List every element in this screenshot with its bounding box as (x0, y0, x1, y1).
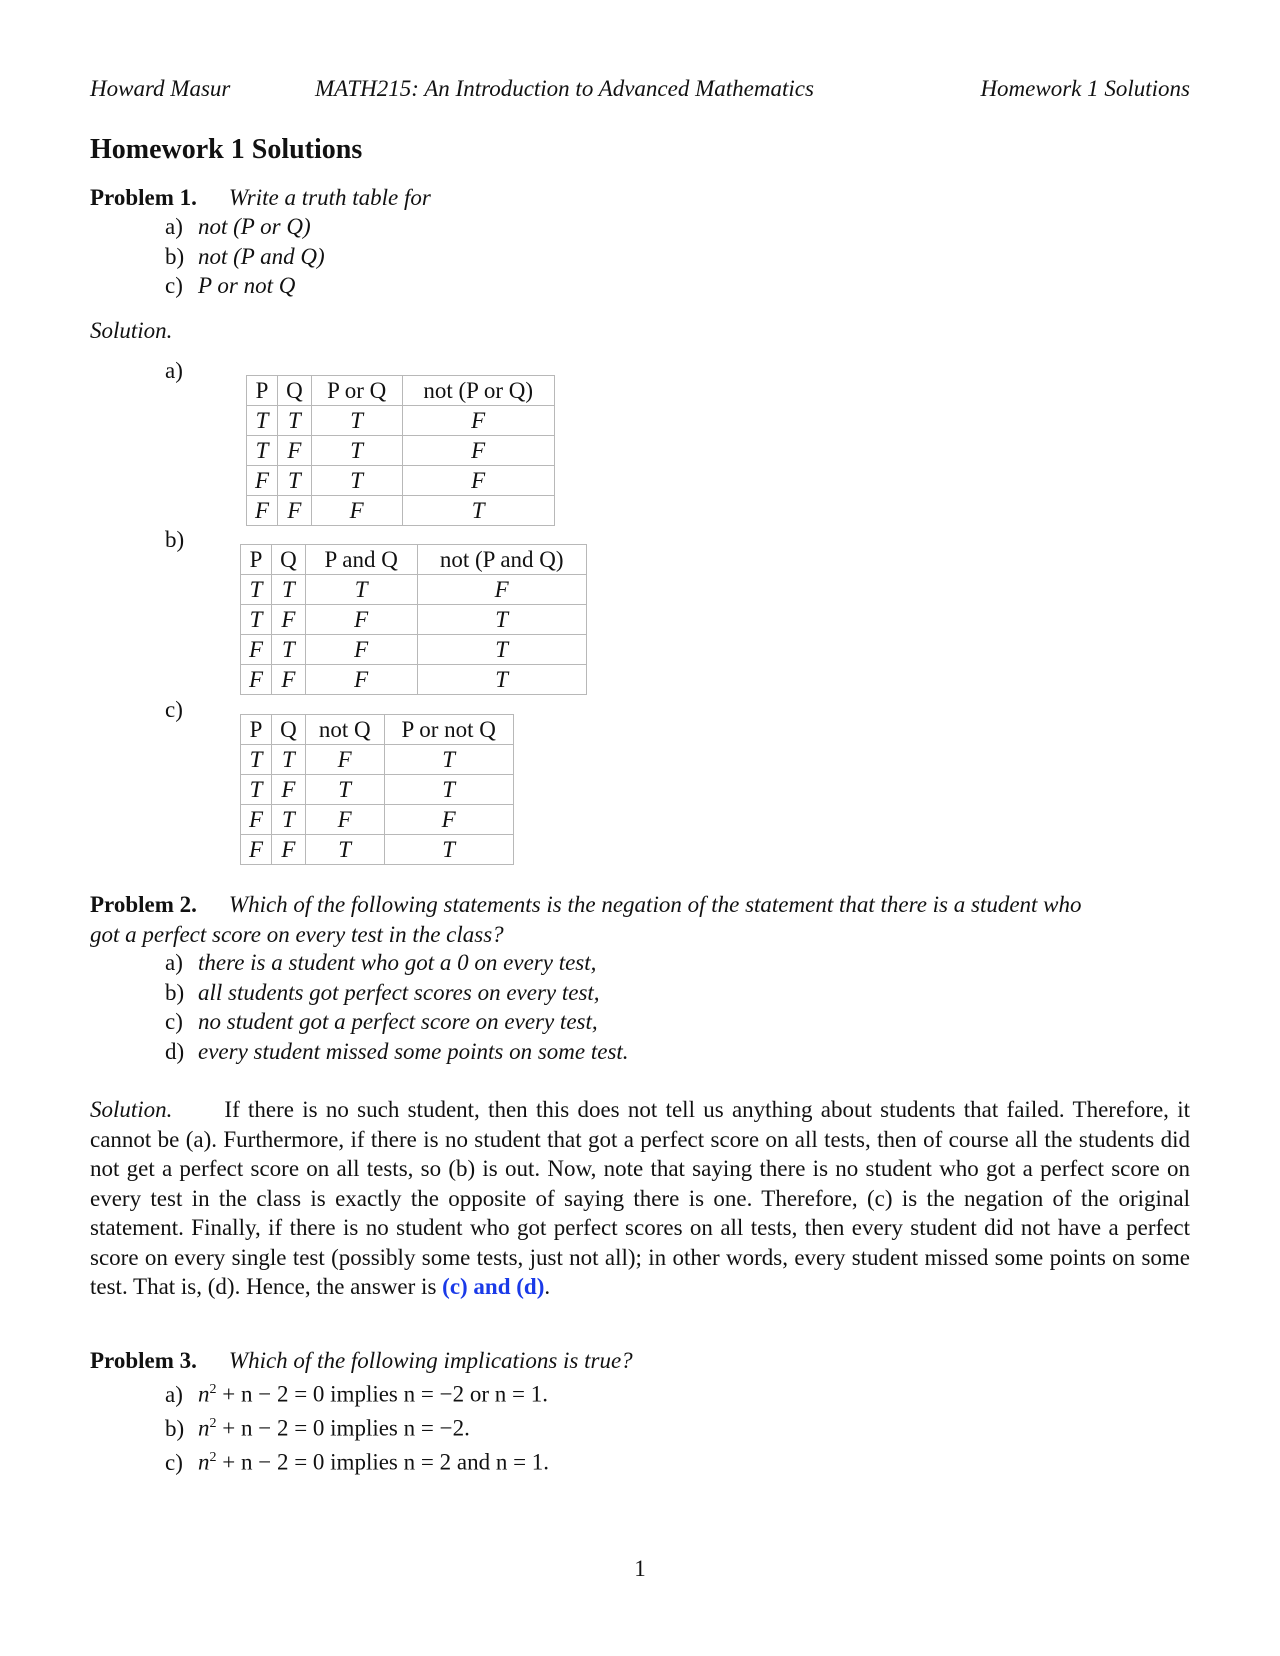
table-row: T T T F (241, 575, 587, 605)
problem-2-solution-label: Solution. (90, 1097, 173, 1122)
list-item: a) $n^2 + n - 2 = 0$ implies n = −2 or n = 1. (165, 1381, 548, 1407)
running-header (90, 76, 1190, 106)
list-item: b) not (P and Q) (165, 243, 325, 269)
table-row: T F T F (247, 436, 555, 466)
page-title: Homework 1 Solutions (90, 134, 363, 165)
problem-2-solution-text: If there is no such student, then this does not tell us anything about students that failed. Therefore, it cannot be (a). Furthermore, if there is no student that got a perfect score on all tests, then of course all the students did not get a perfect score on all tests, so (b) is out. Now, note that saying there is no student who got a perfect score on every test in the class is exactly the opposite of saying there is one. Therefore, (c) is the negation of the original statement. Finally, if there is no student who got perfect scores on all tests, then every student did not have a perfect score on every single test (possibly some tests, just not all); in other words, every student missed some points on some test. That is, (d). Hence, the answer is (90, 1097, 1190, 1299)
table-row: T T T F (247, 406, 555, 436)
table-row: F F F T (247, 496, 555, 526)
list-item: d) every student missed some points on some test. (165, 1038, 629, 1064)
problem-3-items (165, 1375, 549, 1477)
table-row: F T F T (241, 635, 587, 665)
problem-1-label: Problem 1. (90, 185, 197, 210)
problem-2-solution: Solution. If there is no such student, then this does not tell us anything about students that failed. Therefore, it cannot be (a). Furthermore, if there is no student that got a perfect score on all tests, then of course all the students did not get a perfect score on all tests, so (b) is out. Now, note that saying there is no student who got a perfect score on every test in the class is exactly the opposite of saying there is one. Therefore, (c) is the negation of the original statement. Finally, if there is no student who got perfect scores on all tests, then every student did not have a perfect score on every single test (possibly some tests, just not all); in other words, every student missed some points on some test. That is, (d). Hence, the answer is (c) and (d). (90, 1097, 1190, 1299)
table-b-label: b) (165, 527, 185, 552)
truth-table-b: P Q P and Q not (P and Q) T T T F T F F T F T F T F F F T (240, 544, 587, 695)
list-item: a) not (P or Q) (165, 214, 311, 239)
problem-2-items (165, 948, 629, 1066)
list-item: b) all students got perfect scores on every test, (165, 979, 600, 1005)
list-item: c) P or not Q (165, 273, 296, 298)
problem-1-prompt: Write a truth table for (228, 185, 431, 210)
problem-2-answer: (c) and (d) (442, 1274, 545, 1299)
problem-3-heading (90, 1346, 633, 1375)
problem-1-items (165, 212, 325, 301)
problem-1-solution-label: Solution. (90, 318, 173, 343)
list-item: c) $n^2 + n - 2 = 0$ implies n = 2 and n = 1. (165, 1449, 550, 1475)
table-row: F F T T (241, 835, 514, 865)
table-row: T F F T (241, 605, 587, 635)
truth-table-c: P Q not Q P or not Q T T F T T F T T F T F F F F T T (240, 714, 514, 865)
problem-2-prompt: Problem 2. Which of the following statements is the negation of the statement that there is a student who got a perfect score on every test in the class? (90, 892, 1082, 947)
problem-3-label: Problem 3. (90, 1348, 197, 1373)
table-row: F T F F (241, 805, 514, 835)
table-a-label: a) (165, 358, 183, 383)
problem-1-heading (90, 183, 431, 212)
header-course: MATH215: An Introduction to Advanced Mathematics (315, 76, 814, 101)
header-doc-title: Homework 1 Solutions (980, 76, 1190, 101)
truth-table-a: P Q P or Q not (P or Q) T T T F T F T F F T T F F F F T (246, 375, 555, 526)
list-item: c) no student got a perfect score on every test, (165, 1009, 598, 1034)
list-item: b) $n^2 + n - 2 = 0$ implies n = −2. (165, 1415, 470, 1441)
table-row: T T F T (241, 745, 514, 775)
problem-2-label: Problem 2. (90, 892, 197, 917)
header-author: Howard Masur (90, 76, 231, 101)
table-row: F T T F (247, 466, 555, 496)
problem-3-prompt: Which of the following implications is true? (228, 1348, 633, 1373)
table-row: F F F T (241, 665, 587, 695)
table-row: T F T T (241, 775, 514, 805)
page-number: 1 (634, 1556, 646, 1581)
list-item: a) there is a student who got a 0 on every test, (165, 950, 597, 975)
table-c-label: c) (165, 697, 183, 722)
